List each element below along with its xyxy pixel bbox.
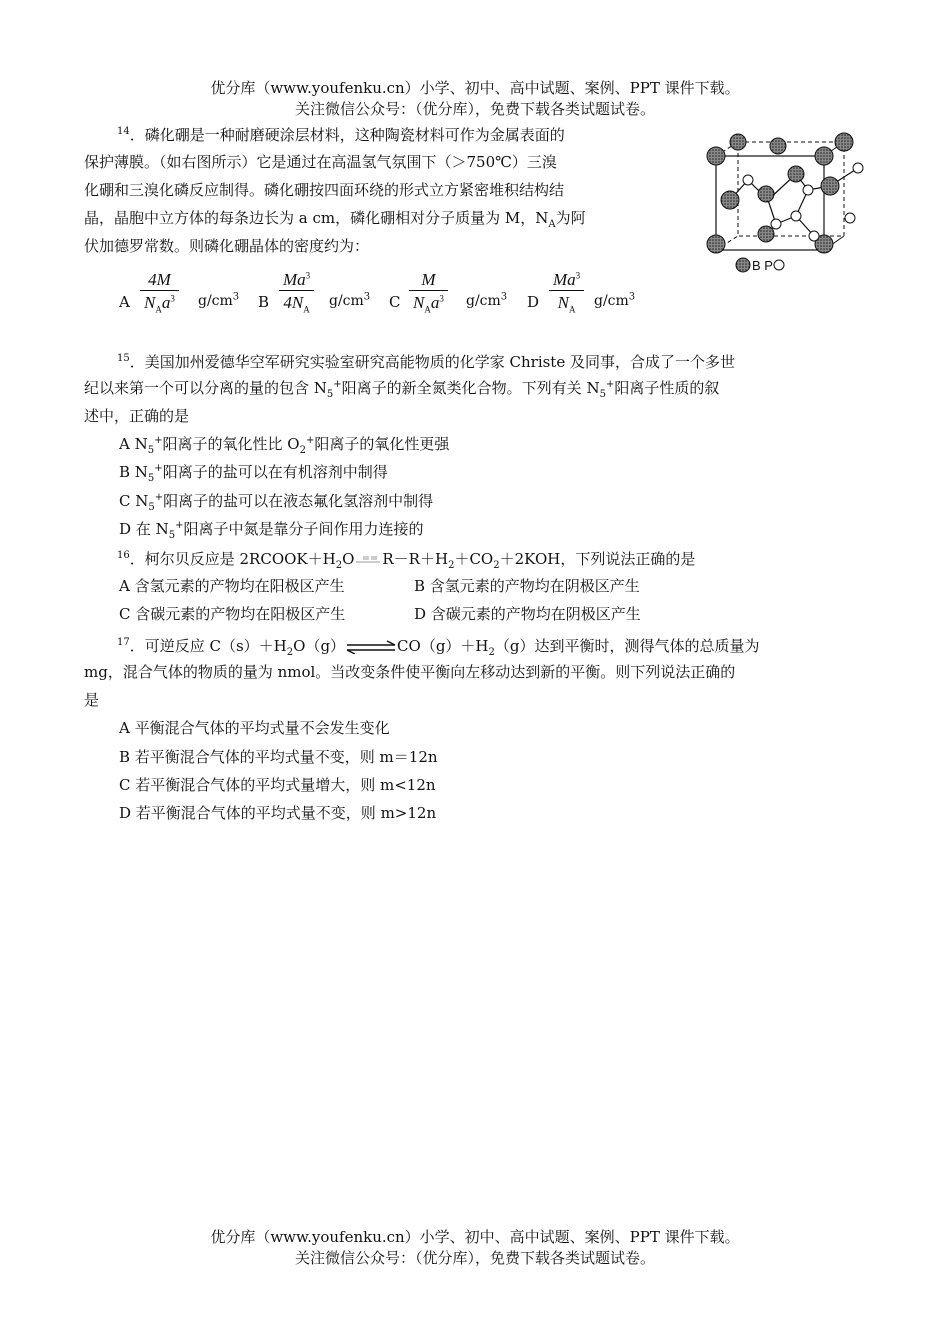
q14-line2: 保护薄膜。（如右图所示）它是通过在高温氢气氛围下（＞750℃）三溴 [84,153,557,171]
q14-option-a-unit: $g/cm^3$ [198,291,240,309]
q16-number: 16 [117,550,130,561]
q17-option-a: A 平衡混合气体的平均式量不会发生变化 [119,719,390,737]
boron-legend-icon [736,258,750,272]
q14-option-b-unit: $g/cm^3$ [329,291,371,309]
q14-option-a-fraction: 4M $N_Aa^3$ [140,270,179,313]
q14-line1: $^{14}$．磷化硼是一种耐磨硬涂层材料，这种陶瓷材料可作为金属表面的 [117,126,565,144]
q14-line4: 晶，晶胞中立方体的每条边长为 a cm，磷化硼相对分子质量为 M，$N_A$为阿 [84,209,586,230]
q15-option-b: B $N_5^+$阳离子的盐可以在有机溶剂中制得 [119,463,388,484]
q14-option-d-unit: $g/cm^3$ [594,291,636,309]
q14-option-a-label: A [119,293,130,311]
q14-option-b-label: B [258,293,270,311]
q15-line2: 纪以来第一个可以分离的量的包含 $N_5^+$阳离子的新全氮类化合物。下列有关 $N_5^+$阳离子性质的叙 [84,379,720,400]
q15-option-d: D 在 $N_5^+$阳离子中氮是靠分子间作用力连接的 [119,520,424,541]
q17-option-c: C 若平衡混合气体的平均式量增大，则 m<12n [119,776,436,794]
q15-option-a: A $N_5^+$阳离子的氧化性比 $O_2^+$阳离子的氧化性更强 [119,435,450,456]
boron-atoms [707,133,853,253]
q15-option-c: C $N_5^+$阳离子的盐可以在液态氟化氢溶剂中制得 [119,492,434,513]
q17-number: 17 [117,637,130,648]
q14-option-b-fraction: $\frac{Ma^3}{4N_A}$ [279,270,314,313]
page-footer-line2: 关注微信公众号：（优分库），免费下载各类试题试卷。 [294,1249,655,1267]
q16-option-a: A 含氢元素的产物均在阳极区产生 [119,577,345,595]
q14-number: 14 [117,126,130,137]
figure-legend: B P [752,258,773,273]
q17-stem-line2: mg，混合气体的物质的量为 nmol。当改变条件使平衡向左移动达到新的平衡。则下列说法正确的 [84,663,736,681]
q14-option-c-unit: $g/cm^3$ [466,291,508,309]
q14-line5: 伏加德罗常数。则磷化硼晶体的密度约为： [84,237,370,255]
q14-option-c-fraction: M $N_Aa^3$ [409,270,448,313]
q15-line1: $^{15}$．美国加州爱德华空军研究实验室研究高能物质的化学家 Christe 及同事，合成了一个多世 [117,353,735,371]
q17-option-b: B 若平衡混合气体的平均式量不变，则 m＝12n [119,748,438,766]
q15-number: 15 [117,353,130,364]
crystal-structure-figure [700,128,872,278]
q16-option-c: C 含碳元素的产物均在阳极区产生 [119,605,346,623]
page-header-line2: 关注微信公众号：（优分库），免费下载各类试题试卷。 [294,100,655,118]
electrolysis-arrow-icon [354,554,382,566]
equilibrium-arrow-icon [345,640,397,654]
q14-option-d-fraction: $\frac{Ma^3}{N_A}$ [549,270,584,313]
page-header-line1: 优分库（www.youfenku.cn）小学、初中、高中试题、案例、PPT 课件下载。 [210,79,740,97]
q17-stem-line1: $^{17}$．可逆反应 $C(s)+H_2O(g)$ $CO(g)+H_2(g)$达到平衡时，测得气体的总质量为 [117,637,760,658]
q16-option-b: B 含氢元素的产物均在阴极区产生 [414,577,640,595]
q14-option-c-label: C [389,293,401,311]
q15-line3: 述中，正确的是 [84,407,190,425]
q16-option-d: D 含碳元素的产物均在阴极区产生 [414,605,641,623]
q14-option-d-label: D [527,293,540,311]
page-footer-line1: 优分库（www.youfenku.cn）小学、初中、高中试题、案例、PPT 课件下载。 [210,1228,740,1246]
q17-option-d: D 若平衡混合气体的平均式量不变，则 m>12n [119,804,437,822]
phosphorus-legend-icon [774,260,784,270]
q16-stem: $^{16}$．柯尔贝反应是 $2RCOOK+H_2O$ $R-R+H_2+CO_2+2KOH$，下列说法正确的是 [117,550,696,571]
q14-line3: 化硼和三溴化磷反应制得。磷化硼按四面环绕的形式立方紧密堆积结构结 [84,181,565,199]
q17-stem-line3: 是 [84,691,100,709]
